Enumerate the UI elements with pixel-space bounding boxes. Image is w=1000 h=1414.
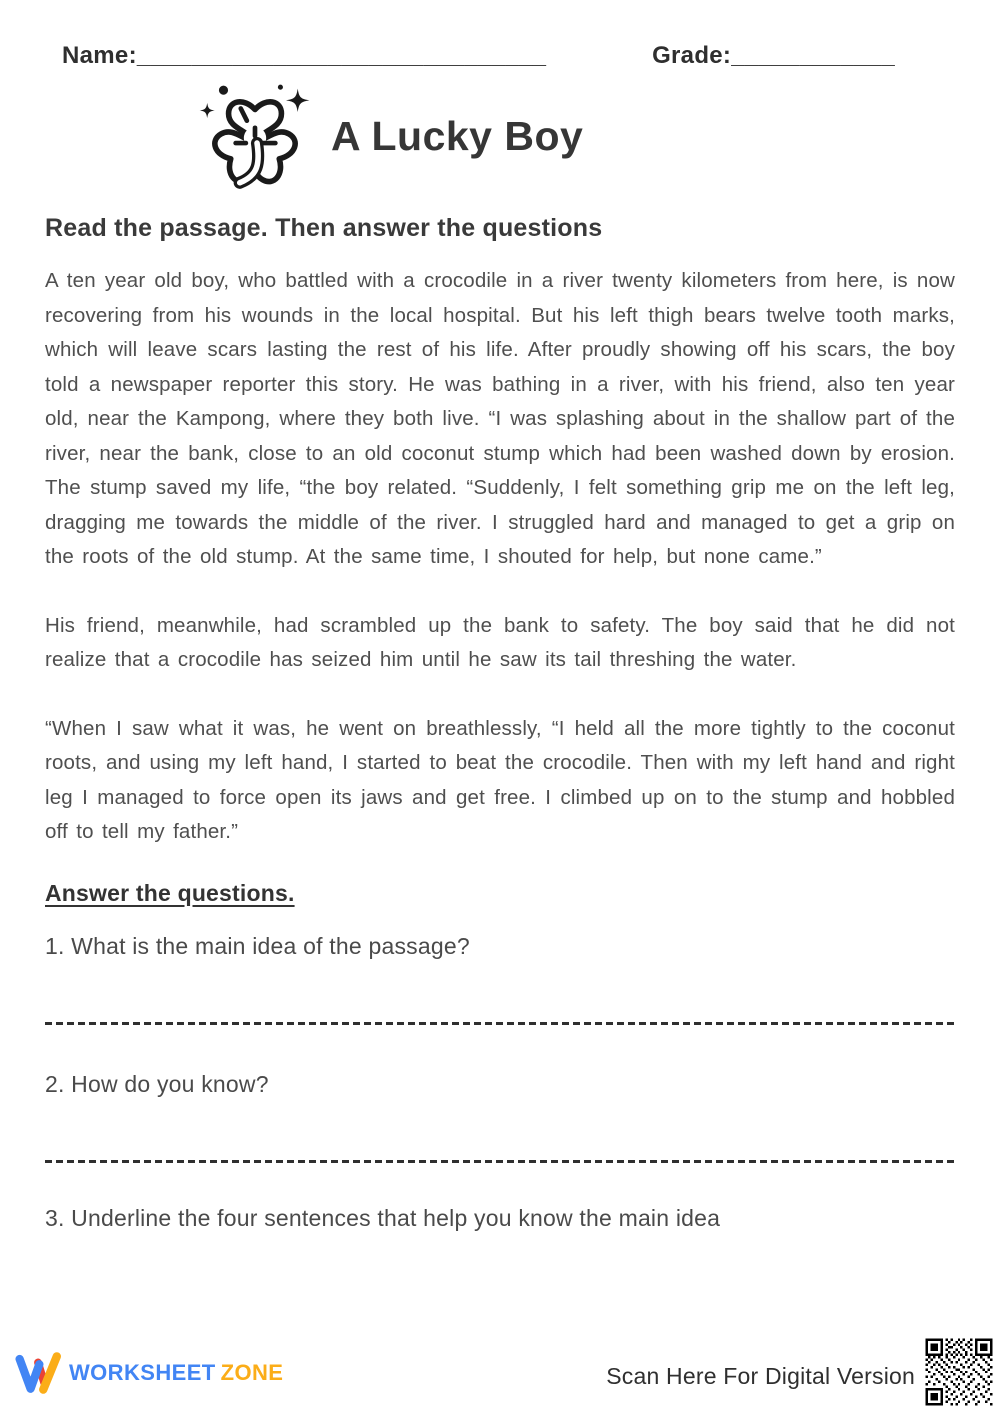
grade-blank-line: ____________ (731, 42, 895, 69)
brand-name-zone: ZONE (220, 1360, 284, 1385)
passage-paragraph-3: “When I saw what it was, he went on breathlessly, “I held all the more tightly to the coconut roots, and using my left hand, I started to beat the crocodile. Then with my left hand and right leg I managed to force open its jaws and get free. I climbed up on to the stump and hobbled off to tell my father.” (45, 716, 955, 843)
brand-name-worksheet: WORKSHEET (69, 1360, 216, 1385)
name-field (62, 42, 546, 70)
answers-heading: Answer the questions. (45, 879, 295, 906)
title-row (193, 78, 1000, 200)
question-2: 2. How do you know? (45, 1070, 269, 1097)
reading-passage (45, 264, 955, 850)
qr-code (923, 1336, 995, 1408)
question-3: 3. Underline the four sentences that help you know the main idea (45, 1204, 721, 1231)
footer (0, 1336, 1000, 1408)
instructions-heading: Read the passage. Then answer the questions (45, 214, 603, 242)
grade-field (652, 42, 895, 70)
scan-instruction: Scan Here For Digital Version (606, 1363, 915, 1389)
footer-right (606, 1336, 995, 1408)
answer-line-2 (45, 1160, 955, 1163)
question-1: 1. What is the main idea of the passage? (45, 932, 470, 959)
page-title: A Lucky Boy (331, 112, 584, 159)
answer-line-1 (45, 1022, 955, 1025)
brand-logo (15, 1352, 283, 1394)
worksheetzone-w-icon (15, 1352, 61, 1394)
grade-label: Grade: (652, 42, 732, 69)
name-blank-line: ______________________________ (136, 42, 547, 69)
content-column (0, 214, 1000, 1232)
passage-paragraph-2: His friend, meanwhile, had scrambled up the bank to safety. The boy said that he did not realize that a crocodile has seized him until he saw its tail threshing the water. (45, 613, 955, 671)
passage-paragraph-1: A ten year old boy, who battled with a crocodile in a river twenty kilometers from here, is now recovering from his wounds in the local hospital. But his left thigh bears twelve tooth marks, which will leave scars lasting the rest of his life. After proudly showing off his scars, the boy told a newspaper reporter this story. He was bathing in a river, with his friend, also ten year old, near the Kampong, where they both live. “I was splashing about in the shallow part of the river, near the bank, close to an old coconut stump which had been washed down by erosion. The stump saved my life, “the boy related. “Suddenly, I felt something grip me on the left leg, dragging me towards the middle of the river. I struggled hard and managed to get a grip on the roots of the old stump. At the same time, I shouted for help, but none came.” (45, 269, 955, 568)
shamrock-icon (193, 78, 317, 200)
name-label: Name: (62, 42, 137, 69)
name-grade-row (0, 0, 1000, 70)
